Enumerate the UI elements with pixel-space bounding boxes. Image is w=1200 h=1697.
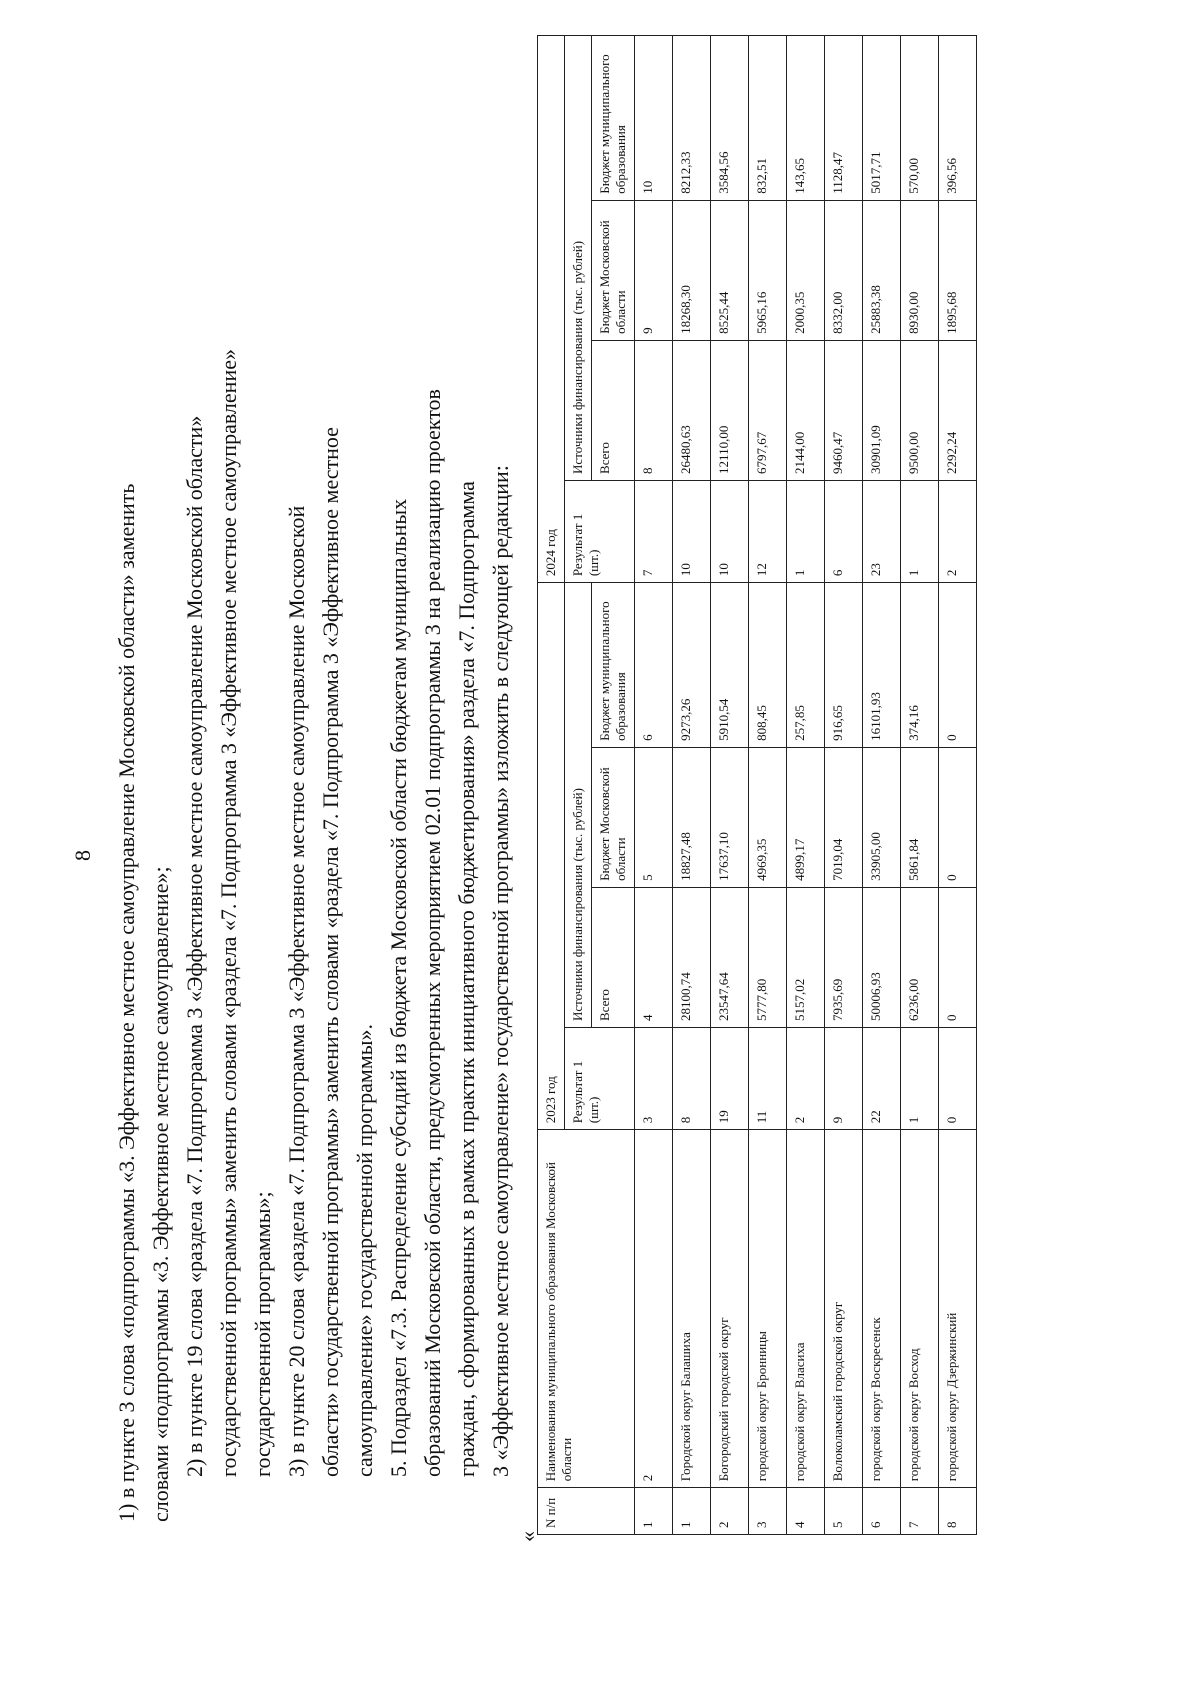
- header-budget-municipal: Бюджет муниципального образования: [592, 583, 635, 748]
- table-row: [863, 36, 901, 1535]
- table-cell: 1895,68: [939, 200, 977, 340]
- table-cell: 6: [825, 480, 863, 582]
- paragraph-item-5: [382, 62, 518, 1552]
- table-cell: 25883,38: [863, 200, 901, 340]
- table-cell: 257,85: [787, 583, 825, 748]
- table-cell: 0: [939, 1028, 977, 1130]
- table-cell: 1: [901, 480, 939, 582]
- table-cell: 6236,00: [901, 887, 939, 1027]
- header-year-2023: 2023 год: [538, 583, 565, 1130]
- table-cell: 2292,24: [939, 340, 977, 480]
- subsidy-table: [537, 35, 977, 1535]
- table-cell: 4: [787, 1488, 825, 1535]
- table-cell: 9273,26: [673, 583, 711, 748]
- table-cell: 7019,04: [825, 747, 863, 887]
- table-cell: 374,16: [901, 583, 939, 748]
- table-cell: 0: [939, 583, 977, 748]
- table-cell: 16101,93: [863, 583, 901, 748]
- table-cell: 5965,16: [749, 200, 787, 340]
- table-row: [787, 36, 825, 1535]
- table-row: [711, 36, 749, 1535]
- table-row: [901, 36, 939, 1535]
- header-budget-region: Бюджет Московской области: [592, 200, 635, 340]
- table-cell: 2144,00: [787, 340, 825, 480]
- table-cell: 8332,00: [825, 200, 863, 340]
- table-cell: 6: [863, 1488, 901, 1535]
- header-budget-municipal: Бюджет муниципального образования: [592, 36, 635, 201]
- page-number: 8: [70, 850, 95, 861]
- paragraph-line: государственной программы»;: [250, 1191, 275, 1477]
- column-number-cell: 10: [635, 36, 673, 201]
- table-cell: 832,51: [749, 36, 787, 201]
- column-number-cell: 5: [635, 747, 673, 887]
- table-cell: 33905,00: [863, 747, 901, 887]
- opening-quote: «: [515, 1531, 540, 1542]
- column-number-cell: 3: [635, 1028, 673, 1130]
- table-cell: Богородский городской округ: [711, 1130, 749, 1488]
- table-cell: 2: [787, 1028, 825, 1130]
- table-cell: 11: [749, 1028, 787, 1130]
- table-cell: 1: [901, 1028, 939, 1130]
- column-number-cell: 9: [635, 200, 673, 340]
- header-budget-region: Бюджет Московской области: [592, 747, 635, 887]
- header-row-years: [538, 36, 565, 1535]
- paragraph-item-2: [178, 62, 280, 1552]
- table-cell: 916,65: [825, 583, 863, 748]
- table-cell: 28100,74: [673, 887, 711, 1027]
- table-cell: 8: [939, 1488, 977, 1535]
- table-cell: 8: [673, 1028, 711, 1130]
- column-number-cell: 2: [635, 1130, 673, 1488]
- paragraph-line: 1) в пункте 3 слова «подпрограммы «3. Эффективное местное самоуправление Московской области» заменить: [114, 483, 139, 1522]
- header-num: N п/п: [538, 1488, 635, 1535]
- header-result: Результат 1 (шт.): [565, 1028, 635, 1130]
- table-cell: городской округ Восход: [901, 1130, 939, 1488]
- table-row: [939, 36, 977, 1535]
- paragraph-line: области» государственной программы» заменить словами «раздела «7. Подпрограмма 3 «Эффективное местное: [318, 427, 343, 1477]
- table-cell: 5861,84: [901, 747, 939, 887]
- table-cell: Городской округ Балашиха: [673, 1130, 711, 1488]
- column-number-cell: 1: [635, 1488, 673, 1535]
- table-cell: 1128,47: [825, 36, 863, 201]
- table-cell: 18268,30: [673, 200, 711, 340]
- column-number-cell: 6: [635, 583, 673, 748]
- table-cell: 8525,44: [711, 200, 749, 340]
- table-cell: 2: [711, 1488, 749, 1535]
- paragraph-line: 2) в пункте 19 слова «раздела «7. Подпрограмма 3 «Эффективное местное самоуправление Московской области»: [182, 415, 207, 1477]
- table-cell: 1: [787, 480, 825, 582]
- table-cell: городской округ Власиха: [787, 1130, 825, 1488]
- paragraph-line: самоуправление» государственной программы».: [352, 1023, 377, 1477]
- table-cell: Волоколамский городской округ: [825, 1130, 863, 1488]
- table-cell: 50006,93: [863, 887, 901, 1027]
- table-cell: 9500,00: [901, 340, 939, 480]
- table-cell: 6797,67: [749, 340, 787, 480]
- column-number-cell: 8: [635, 340, 673, 480]
- column-number-row: [635, 36, 673, 1535]
- table-cell: 23: [863, 480, 901, 582]
- table-cell: 5910,54: [711, 583, 749, 748]
- table-cell: 3: [749, 1488, 787, 1535]
- column-number-cell: 7: [635, 480, 673, 582]
- table-cell: 12: [749, 480, 787, 582]
- table-cell: 30901,09: [863, 340, 901, 480]
- table-cell: городской округ Бронницы: [749, 1130, 787, 1488]
- table-body: [635, 36, 977, 1535]
- paragraph-item-1: [110, 62, 178, 1552]
- column-number-cell: 4: [635, 887, 673, 1027]
- table-cell: 0: [939, 747, 977, 887]
- table-row: [825, 36, 863, 1535]
- table-row: [673, 36, 711, 1535]
- table-cell: 23547,64: [711, 887, 749, 1027]
- table-cell: 7: [901, 1488, 939, 1535]
- table-cell: 18827,48: [673, 747, 711, 887]
- table-cell: 7935,69: [825, 887, 863, 1027]
- table-cell: 2000,35: [787, 200, 825, 340]
- table-cell: 5017,71: [863, 36, 901, 201]
- table-cell: 4969,35: [749, 747, 787, 887]
- table-cell: 143,65: [787, 36, 825, 201]
- paragraph-line: образований Московской области, предусмотренных мероприятием 02.01 подпрограммы 3 на реализацию проектов: [420, 389, 445, 1477]
- header-total: Всего: [592, 887, 635, 1027]
- table-cell: 9460,47: [825, 340, 863, 480]
- table-cell: 396,56: [939, 36, 977, 201]
- paragraph-line: государственной программы» заменить словами «раздела «7. Подпрограмма 3 «Эффективное местное самоуправление»: [216, 349, 241, 1477]
- table-cell: 17637,10: [711, 747, 749, 887]
- table-cell: 26480,63: [673, 340, 711, 480]
- header-municipality-name: Наименования муниципального образования Московской области: [538, 1130, 635, 1488]
- table-cell: 8930,00: [901, 200, 939, 340]
- table-cell: городской округ Дзержинский: [939, 1130, 977, 1488]
- table-cell: 9: [825, 1028, 863, 1130]
- header-funding-sources: Источники финансирования (тыс. рублей): [565, 36, 592, 481]
- table-cell: 570,00: [901, 36, 939, 201]
- table-cell: 4899,17: [787, 747, 825, 887]
- table-cell: 12110,00: [711, 340, 749, 480]
- table-cell: 22: [863, 1028, 901, 1130]
- table-cell: 808,45: [749, 583, 787, 748]
- table-cell: 0: [939, 887, 977, 1027]
- table-cell: 2: [939, 480, 977, 582]
- table-cell: 5157,02: [787, 887, 825, 1027]
- table-cell: 10: [711, 480, 749, 582]
- table-cell: 3584,56: [711, 36, 749, 201]
- header-total: Всего: [592, 340, 635, 480]
- paragraph-line: 5. Подраздел «7.3. Распределение субсидий из бюджета Московской области бюджетам муниципальных: [386, 498, 411, 1477]
- paragraph-line: 3) в пункте 20 слова «раздела «7. Подпрограмма 3 «Эффективное местное самоуправление Московской: [284, 505, 309, 1477]
- table-cell: 1: [673, 1488, 711, 1535]
- header-funding-sources: Источники финансирования (тыс. рублей): [565, 583, 592, 1028]
- header-year-2024: 2024 год: [538, 36, 565, 583]
- paragraph-line: словами «подпрограммы «3. Эффективное местное самоуправление»;: [148, 866, 173, 1522]
- table-cell: 5777,80: [749, 887, 787, 1027]
- paragraph-item-3: [280, 62, 382, 1552]
- header-result: Результат 1 (шт.): [565, 480, 635, 582]
- table-row: [749, 36, 787, 1535]
- table-cell: 8212,33: [673, 36, 711, 201]
- paragraph-line: граждан, сформированных в рамках практик инициативного бюджетирования» раздела «7. Подпрограмма: [454, 481, 479, 1477]
- paragraph-line: 3 «Эффективное местное самоуправление» государственной программы» изложить в следующей редакции:: [488, 465, 513, 1477]
- table-cell: 19: [711, 1028, 749, 1130]
- table-cell: городской округ Воскресенск: [863, 1130, 901, 1488]
- table-cell: 10: [673, 480, 711, 582]
- table-cell: 5: [825, 1488, 863, 1535]
